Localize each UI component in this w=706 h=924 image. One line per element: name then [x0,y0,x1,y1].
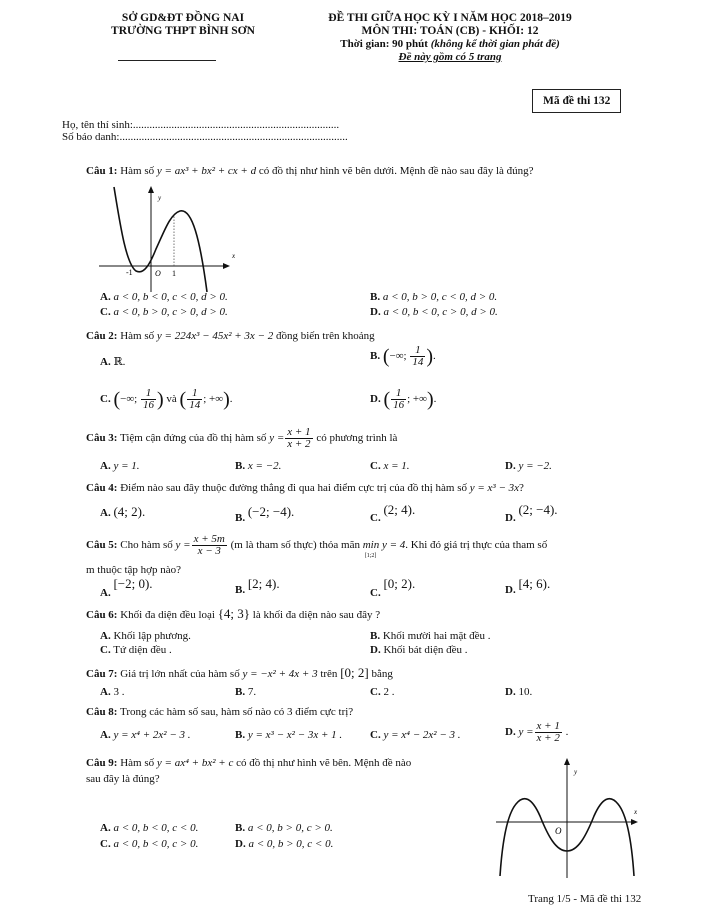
option-label: A. [100,291,111,303]
question-text: . Khi đó giá trị thực của tham số [405,539,548,552]
cubic-graph [96,184,236,294]
option-text: y = x⁴ − 2x² − 3 . [383,729,461,741]
option-2d[interactable]: D. ( $\frac{1}{16}$ ; +∞). [370,387,437,411]
time-note: (không kể thời gian phát đề) [430,38,560,50]
numerator: x + 1 [287,426,311,438]
exam-code-box [532,89,621,113]
conjunction: và [163,393,180,406]
option-label: B. [235,729,246,741]
option-label: A. [100,460,111,472]
option-label: D. [370,644,381,656]
option-4c[interactable] [370,502,416,524]
option-label: B. [235,460,246,472]
option-label: B. [370,350,381,363]
question-text: Hàm số [117,165,157,177]
option-text: (−2; −4). [247,504,295,519]
option-label: C. [370,729,381,741]
option-end: . [562,726,569,739]
exam-title: ĐỀ THI GIỮA HỌC KỲ I NĂM HỌC 2018–2019 [328,12,572,24]
exam-code: Mã đề thi 132 [543,95,611,107]
question-9-line2: sau đây là đúng? [86,773,160,785]
option-label: D. [505,686,516,698]
option-text: 3 . [113,686,125,698]
option-label: D. [370,306,381,318]
option-label: B. [235,584,246,596]
formula: y = ax⁴ + bx² + c [156,757,234,769]
question-label: Câu 5: [86,539,118,552]
question-label: Câu 4: [86,482,118,494]
numerator: 1 [410,345,425,357]
question-label: Câu 9: [86,757,118,769]
question-text: có đồ thị như hình vẽ bên. Mệnh đề nào [233,757,412,769]
formula: y = x³ − 3x [469,482,520,494]
option-text: (4; 2). [113,504,146,519]
question-text: Trong các hàm số sau, hàm số nào có 3 điểm cực trị? [117,706,354,718]
option-text: (2; 4). [383,502,416,517]
question-text: Điểm nào sau đây thuộc đường thẳng đi qua hai điểm cực trị của đồ thị hàm số [117,482,470,494]
formula: y = −x² + 4x + 3 [242,668,318,680]
interval: [0; 2] [340,665,369,680]
question-text: Hàm số [117,757,157,769]
denominator: 16 [142,399,154,411]
header-underline [118,60,216,61]
option-label: C. [100,838,111,850]
question-text: Cho hàm số [117,539,176,552]
question-4 [86,481,524,495]
option-6b[interactable] [370,630,491,643]
pages-note-text: Đề này gồm có 5 trang [398,51,502,63]
question-text: Giá trị lớn nhất của hàm số [117,668,243,680]
option-2c[interactable]: C. (−∞; $\frac{1}{16}$ ) và ( $\frac{1}{14}$ ; +∞). [100,387,233,411]
option-label: A. [100,587,111,599]
option-text: 7. [247,686,257,698]
option-3b[interactable] [235,460,281,473]
student-id-label: Số báo danh: [62,131,120,143]
interval-left: −∞; [120,393,140,406]
question-2 [86,329,375,343]
question-3 [86,427,397,450]
option-text: Tứ diện đều . [113,644,172,656]
formula: y = ax³ + bx² + cx + d [156,165,257,177]
origin-label: O [555,826,562,836]
tick-one: 1 [172,269,176,278]
option-label: B. [235,822,246,834]
question-label: Câu 2: [86,330,118,342]
question-text: (m là tham số thực) thỏa mãn [227,539,363,552]
formula-lhs: y = [269,432,285,445]
option-text: y = x³ − x² − 3x + 1 . [247,729,343,741]
numerator: x + 5m [193,533,225,545]
option-label: A. [100,507,111,519]
school-line: TRƯỜNG THPT BÌNH SƠN [111,25,255,37]
option-label: B. [370,630,381,642]
denominator: 14 [189,399,201,411]
question-label: Câu 3: [86,432,118,445]
option-text: [−2; 0). [113,576,153,591]
option-label: A. [100,630,111,642]
student-info [62,119,348,143]
option-7c[interactable] [370,686,394,699]
question-text: trên [317,668,341,680]
option-8a[interactable] [100,729,191,742]
option-4d[interactable] [505,502,558,524]
denominator: 14 [412,356,424,368]
option-text: a < 0, b < 0, c > 0. [113,838,199,850]
option-text: a < 0, b < 0, c > 0, d > 0. [383,306,498,318]
option-label: B. [235,512,246,524]
question-6 [86,607,380,622]
question-label: Câu 7: [86,668,118,680]
denominator: x + 2 [536,732,560,744]
option-text: 2 . [383,686,395,698]
question-label: Câu 8: [86,706,118,718]
student-name-field[interactable] [62,119,348,131]
option-label: A. [100,822,111,834]
option-6a[interactable] [100,630,191,643]
exam-title-block [290,12,610,64]
option-label: B. [370,291,381,303]
option-text: a < 0, b > 0, c < 0, d > 0. [382,291,498,303]
formula-lhs: y = [518,726,534,739]
pages-note [290,51,610,64]
option-text: y = −2. [518,460,552,472]
question-5 [86,533,548,560]
option-text: (2; −4). [518,502,558,517]
option-label: A. [100,686,111,698]
option-text: a < 0, b < 0, c < 0, d > 0. [113,291,228,303]
y-axis-label: y [574,768,578,776]
option-7b[interactable] [235,686,256,699]
numerator: 1 [187,388,202,400]
option-label: C. [370,512,381,524]
option-text: a < 0, b > 0, c > 0, d > 0. [113,306,228,318]
option-label: D. [505,584,516,596]
option-5d[interactable] [505,576,551,596]
student-id-dots: ........................................................................... [119,131,326,143]
option-5a[interactable] [100,576,153,599]
option-9b[interactable] [235,822,333,835]
option-2b[interactable]: B. (−∞; $\frac{1}{14}$ ). [370,344,436,368]
question-9 [86,756,411,770]
option-label: D. [370,393,381,406]
option-8d[interactable] [505,721,568,744]
numerator: 1 [391,388,406,400]
student-name-dots: ........................................................................... [132,119,340,131]
formula: {4; 3} [217,606,251,621]
option-label: D. [505,460,516,472]
y-axis-label: y [158,194,162,202]
option-text: x = −2. [247,460,282,472]
option-text: a < 0, b < 0, c < 0. [113,822,199,834]
option-9c[interactable] [100,838,198,851]
denominator: x − 3 [197,545,221,557]
option-7d[interactable] [505,686,532,699]
quartic-graph [492,756,642,880]
time-label: Thời gian: 90 phút [340,38,431,50]
option-label: C. [100,393,111,406]
min-formula: min y = 4 [362,539,406,552]
option-6d[interactable] [370,644,467,657]
option-1c[interactable] [100,306,228,319]
interval-right: ; +∞ [203,393,224,406]
option-label: A. [100,729,111,741]
option-text: y = x⁴ + 2x² − 3 . [113,729,191,741]
option-label: C. [100,306,111,318]
question-8 [86,705,353,719]
option-1b[interactable] [370,291,497,304]
option-1a[interactable] [100,291,228,304]
x-axis-label: x [232,252,236,260]
question-text: bằng [368,668,393,680]
option-label: D. [235,838,246,850]
page-footer: Trang 1/5 - Mã đề thi 132 [528,893,642,905]
option-9a[interactable] [100,822,198,835]
option-label: C. [100,644,111,656]
option-text: 10. [518,686,533,698]
option-text: x = 1. [383,460,410,472]
question-text: ? [519,482,524,494]
question-text: đồng biến trên khoảng [273,330,375,342]
option-text: a < 0, b > 0, c < 0. [248,838,334,850]
question-text: Hàm số [117,330,157,342]
student-id-field[interactable]: Số báo danh:................................................................................... [62,131,348,143]
formula: y = 224x³ − 45x² + 3x − 2 [156,330,274,342]
option-label: D. [505,726,516,739]
question-label: Câu 1: [86,165,118,177]
question-text: là khối đa diện nào sau đây ? [250,609,381,621]
question-1 [86,164,534,178]
question-text: có phương trình là [313,432,398,445]
option-7a[interactable] [100,686,124,699]
option-text: Khối lập phương. [113,630,191,642]
numerator: 1 [141,388,156,400]
option-5b[interactable] [235,576,280,596]
question-text: Khối đa diện đều loại [117,609,218,621]
student-name-label: Họ, tên thí sinh: [62,119,133,131]
option-3d[interactable] [505,460,552,473]
option-text: Khối mười hai mặt đều . [382,630,491,642]
option-3c[interactable] [370,460,410,473]
option-label: D. [505,512,516,524]
department-line: SỞ GD&ĐT ĐỒNG NAI [121,12,245,24]
option-label: C. [370,686,381,698]
option-text: Khối bát diện đều . [383,644,468,656]
option-5c[interactable] [370,576,416,599]
numerator: x + 1 [536,720,560,732]
option-text: a < 0, b > 0, c > 0. [247,822,333,834]
option-label: C. [370,587,381,599]
interval-left: −∞; [389,350,410,363]
option-text: ℝ. [113,356,126,368]
denominator: x + 2 [287,438,311,450]
interval-right: ; +∞ [407,393,427,406]
department-name [88,12,278,38]
option-3a[interactable] [100,460,140,473]
exam-time [290,38,610,51]
option-2a[interactable] [100,356,125,369]
min-expression [362,538,406,560]
option-label: B. [235,686,246,698]
option-text: [0; 2). [383,576,416,591]
option-text: [4; 6). [518,576,551,591]
exam-subject: MÔN THI: TOÁN (CB) - KHỐI: 12 [361,25,539,37]
formula-lhs: y = [175,539,191,552]
option-text: y = 1. [113,460,140,472]
min-subscript: [1;2] [364,553,377,560]
x-axis-label: x [634,808,638,816]
option-text: [2; 4). [247,576,280,591]
option-8b[interactable] [235,729,342,742]
question-7 [86,666,393,681]
tick-minus-one: -1 [126,268,133,277]
option-label: C. [370,460,381,472]
option-4a[interactable] [100,505,145,520]
option-6c[interactable] [100,644,172,657]
origin-label: O [155,269,161,278]
option-4b[interactable] [235,504,295,524]
question-text: Tiệm cận đứng của đồ thị hàm số [117,432,270,445]
option-1d[interactable] [370,306,498,319]
question-5-line2: m thuộc tập hợp nào? [86,564,182,576]
question-label: Câu 6: [86,609,118,621]
denominator: 16 [393,399,405,411]
option-label: A. [100,356,111,368]
option-8c[interactable] [370,729,461,742]
question-text: có đồ thị như hình vẽ bên dưới. Mệnh đề nào sau đây là đúng? [256,165,534,177]
option-9d[interactable] [235,838,333,851]
